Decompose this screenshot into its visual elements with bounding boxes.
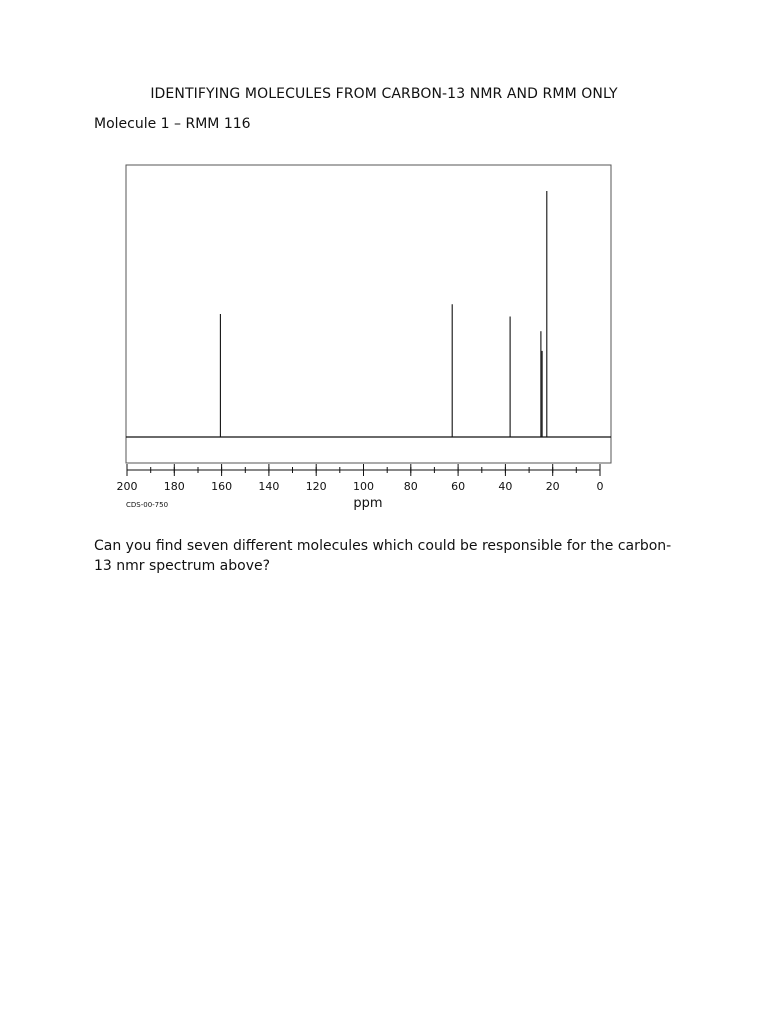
question-text: Can you find seven different molecules which could be responsible for the carbon-13 nmr spectrum above?: [94, 538, 672, 574]
x-tick-label: 20: [545, 480, 560, 493]
x-tick-label: 0: [596, 480, 604, 493]
x-tick-label: 40: [498, 480, 513, 493]
plot-frame: [126, 165, 611, 463]
x-axis: [117, 464, 604, 493]
x-tick-label: 140: [258, 480, 280, 493]
x-tick-label: 120: [305, 480, 327, 493]
x-tick-label: 60: [451, 480, 466, 493]
x-tick-label: 200: [116, 480, 138, 493]
x-axis-label: ppm: [353, 496, 383, 511]
document-title: IDENTIFYING MOLECULES FROM CARBON-13 NMR AND RMM ONLY: [150, 86, 618, 102]
spectrum-code-label: CDS-00-750: [126, 501, 169, 509]
x-tick-label: 180: [163, 480, 185, 493]
x-tick-label: 100: [353, 480, 374, 493]
molecule-subtitle: Molecule 1 – RMM 116: [94, 116, 251, 132]
x-tick-label: 160: [211, 480, 233, 493]
x-tick-label: 80: [403, 480, 418, 493]
nmr-spectrum-chart: [110, 150, 630, 520]
peaks: [126, 191, 611, 437]
